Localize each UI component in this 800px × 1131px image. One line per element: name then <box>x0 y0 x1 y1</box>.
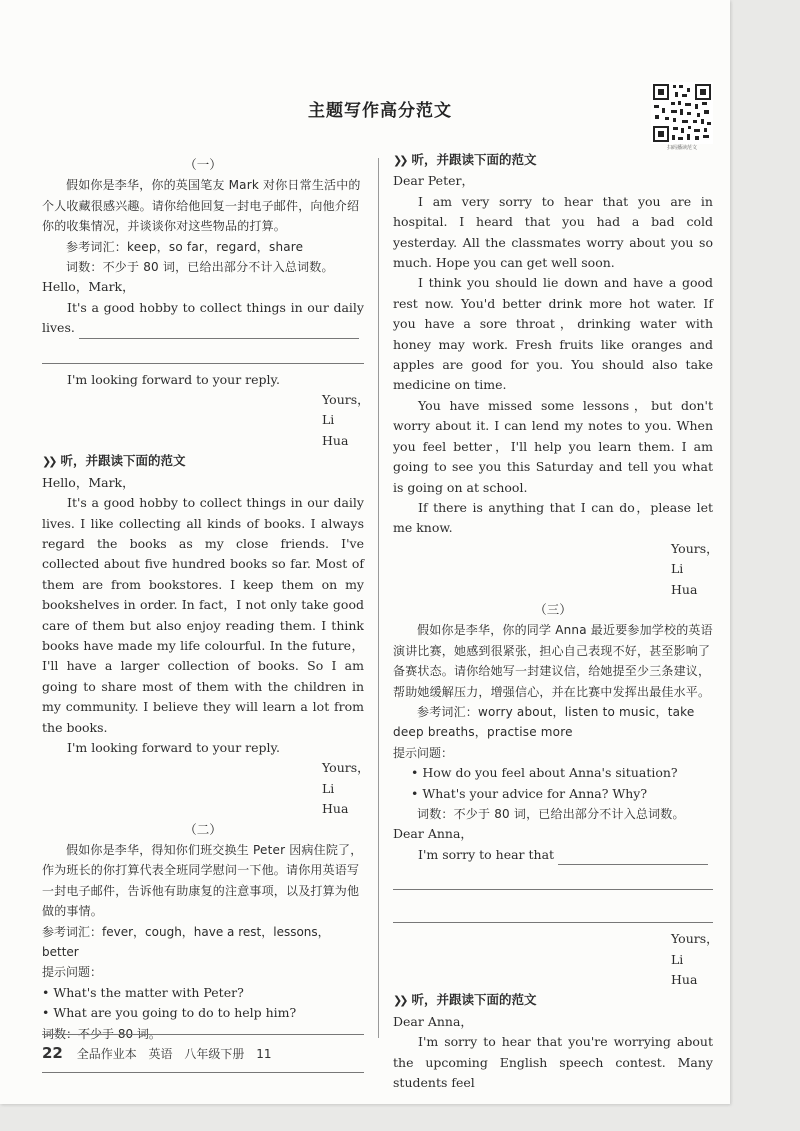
section2-word-count: 词数：不少于 80 词。 <box>42 1026 161 1041</box>
section3-name: Li Hua <box>671 951 698 988</box>
section1-closing: I'm looking forward to your reply. <box>67 371 280 387</box>
section3-vocab: 参考词汇：worry about，listen to music，take deep breaths，practise more <box>393 704 695 740</box>
answer-line[interactable] <box>393 865 713 890</box>
section3-hints-label: 提示问题： <box>393 745 454 760</box>
section1-name: Li Hua <box>322 412 349 448</box>
section1-listen-label: ❯❯ 听，并跟读下面的范文 <box>42 453 186 469</box>
double-chevron-icon: ❯❯ <box>393 994 406 1008</box>
section1-heading: （一） <box>184 157 222 172</box>
double-chevron-icon: ❯❯ <box>42 455 55 469</box>
section1-word-count: 词数：不少于 80 词，已给出部分不计入总词数。 <box>66 260 334 275</box>
section2-prompt: 假如你是李华，得知你们班交换生 Peter 因病住院了，作为班长的你打算代表全班同学慰问一下他。请你用英语写一封电子邮件，告诉他有助康复的注意事项，以及打算为他做的事情。 <box>42 843 363 919</box>
footer-rule <box>42 1034 364 1035</box>
left-column <box>42 155 370 1073</box>
qr-caption: 扫码播读范文 <box>666 145 697 151</box>
section3-hint-2: • What's your advice for Anna? Why? <box>411 785 648 801</box>
section2-listen-label: ❯❯ 听，并跟读下面的范文 <box>393 152 537 167</box>
right-column <box>393 150 719 1093</box>
section3-listen-label: ❯❯ 听，并跟读下面的范文 <box>393 992 537 1008</box>
answer-blank[interactable] <box>79 338 359 339</box>
section1-model-greeting: Hello，Mark， <box>42 474 135 490</box>
section1-start-text: It's a good hobby to collect things in our daily lives. <box>42 299 364 336</box>
section1-model-body: It's a good hobby to collect things in our daily lives. I like collecting all kinds of books. I always regard the books as my close friends. I've collected about five hundred books so far. Most of them are from bookstores. I keep them on my bookshelves in order. In fact，I not only take good care of them but also enjoy reading them. I think books have made my life colourful. In the future，I'll have a larger collection of books. So I am going to share most of them with the children in my community. I believe they will learn a lot from the books. <box>42 495 364 735</box>
section1-model-closing: I'm looking forward to your reply. <box>67 739 280 755</box>
section2-model-para-2: I think you should lie down and have a good rest now. You'd better drink more hot water. If you have a sore throat，drinking water with honey may work. Fresh fruits like oranges and apples are good for you. You should also take medicine on time. <box>393 275 713 393</box>
answer-line[interactable] <box>393 890 713 923</box>
section1-model-yours: Yours， <box>322 760 370 776</box>
answer-line[interactable] <box>42 339 364 364</box>
section3-hint-1: • How do you feel about Anna's situation? <box>411 765 678 781</box>
section2-hint-2: • What are you going to do to help him? <box>42 1005 297 1021</box>
section2-vocab: 参考词汇：fever，cough，have a rest，lessons，better <box>42 924 330 960</box>
section1-model-name: Li Hua <box>322 780 349 817</box>
footer-book: 全品作业本 <box>76 1047 137 1061</box>
answer-blank[interactable] <box>558 864 708 865</box>
section2-heading: （二） <box>184 821 222 837</box>
section1-prompt: 假如你是李华，你的英国笔友 Mark 对你日常生活中的个人收藏很感兴趣。请你给他回复一封电子邮件，向他介绍你的收集情况，并谈谈你对这些物品的打算。 <box>42 178 361 234</box>
column-divider <box>378 158 379 1038</box>
section1-vocab: 参考词汇：keep，so far，regard，share <box>66 239 304 254</box>
section1-greeting: Hello，Mark， <box>42 279 135 295</box>
section1-start <box>42 298 364 339</box>
section2-hint-1: • What's the matter with Peter? <box>42 984 244 1000</box>
footer-subject: 英语 <box>148 1047 173 1061</box>
section2-model-yours: Yours， <box>671 540 719 556</box>
page-title: 主题写作高分范文 <box>308 101 452 121</box>
section3-yours: Yours， <box>671 931 719 947</box>
section2-model-greeting: Dear Peter， <box>393 173 474 189</box>
section3-model-body: I'm sorry to hear that you're worrying about the upcoming English speech contest. Many students feel <box>393 1034 713 1091</box>
section3-prompt: 假如你是李华，你的同学 Anna 最近要参加学校的英语演讲比赛，她感到很紧张，担心自己表现不好，甚至影响了备赛状态。请你给她写一封建议信，给她提至少三条建议，帮助她缓解压力，增强信心，并在比赛中发挥出最佳水平。 <box>393 623 713 699</box>
section3-model-greeting: Dear Anna， <box>393 1013 473 1029</box>
page-number: 22 <box>42 1044 63 1062</box>
section2-model-para-1: I am very sorry to hear that you are in hospital. I heard that you had a bad cold yesterday. All the classmates worry about you so much. Hope you can get well soon. <box>393 193 713 271</box>
page-footer <box>42 1044 280 1062</box>
double-chevron-icon: ❯❯ <box>393 154 406 167</box>
footer-tail: 11 <box>256 1047 272 1061</box>
section2-hints-label: 提示问题： <box>42 965 103 980</box>
section2-model-para-3: You have missed some lessons，but don't worry about it. I can lend my notes to you. When you feel better，I'll help you learn them. I am going to see you this Saturday and tell you what is going on at school. <box>393 397 713 495</box>
section1-yours: Yours， <box>322 392 370 408</box>
section3-word-count: 词数：不少于 80 词，已给出部分不计入总词数。 <box>417 807 685 821</box>
section3-start-text: I'm sorry to hear that <box>418 846 555 862</box>
qr-code <box>651 82 713 144</box>
section2-model-name: Li Hua <box>671 561 698 597</box>
section2-model-para-4: If there is anything that I can do，please let me know. <box>393 499 713 536</box>
section3-greeting: Dear Anna， <box>393 826 473 842</box>
footer-grade: 八年级下册 <box>184 1047 245 1061</box>
section3-start <box>393 845 713 865</box>
section3-heading: （三） <box>534 601 572 617</box>
